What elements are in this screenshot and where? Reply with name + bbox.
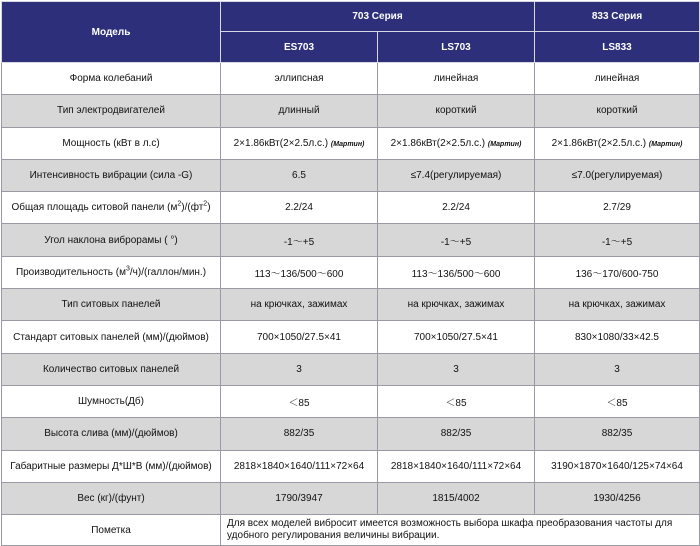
- cell-value: 882/35: [378, 418, 535, 450]
- cell-value: 2818×1840×1640/111×72×64: [221, 450, 378, 482]
- cell-value: ＜85: [535, 385, 700, 417]
- model-es703-header: ES703: [221, 32, 378, 63]
- table-row: [2, 224, 700, 256]
- note-label: Пометка: [2, 515, 221, 546]
- cell-value: 830×1080/33×42.5: [535, 321, 700, 353]
- cell-value: короткий: [378, 95, 535, 127]
- row-label: Общая площадь ситовой панели $(м^2)/(фт^2)$: [2, 192, 221, 224]
- table-row: [2, 256, 700, 288]
- table-row: [2, 127, 700, 159]
- cell-value: 2.7/29: [535, 192, 700, 224]
- cell-value: линейная: [535, 63, 700, 95]
- cell-value: 882/35: [535, 418, 700, 450]
- row-label: Интенсивность вибрации (сила -G): [2, 159, 221, 191]
- note-row: [2, 515, 700, 546]
- cell-value: [221, 127, 378, 159]
- cell-value: 1815/4002: [378, 482, 535, 514]
- row-label: Количество ситовых панелей: [2, 353, 221, 385]
- row-label: Шумность(Дб): [2, 385, 221, 417]
- brand-label: (Мартин): [330, 140, 365, 148]
- row-label: Высота слива (мм)/(дюймов): [2, 418, 221, 450]
- cell-value: 700×1050/27.5×41: [378, 321, 535, 353]
- row-label: Угол наклона виброрамы ( °): [2, 224, 221, 256]
- row-label: Вес (кг)/(фунт): [2, 482, 221, 514]
- cell-value: ≤7.4(регулируемая): [378, 159, 535, 191]
- row-label: Производительность $(м^3/ч)/(галлон/мин.)$: [2, 256, 221, 288]
- row-label: Мощность (кВт в л.с): [2, 127, 221, 159]
- row-label: Габаритные размеры Д*Ш*В (мм)/(дюймов): [2, 450, 221, 482]
- row-label: Стандарт ситовых панелей (мм)/(дюймов): [2, 321, 221, 353]
- series-833-header: 833 Серия: [535, 2, 700, 32]
- cell-value: 1790/3947: [221, 482, 378, 514]
- table-row: [2, 482, 700, 514]
- cell-value: 113～136/500～600: [221, 256, 378, 288]
- cell-value: на крючках, зажимах: [535, 289, 700, 321]
- row-label: Тип электродвигателей: [2, 95, 221, 127]
- model-ls833-header: LS833: [535, 32, 700, 63]
- cell-value: ＜85: [378, 385, 535, 417]
- cell-value: 3190×1870×1640/125×74×64: [535, 450, 700, 482]
- cell-value: короткий: [535, 95, 700, 127]
- cell-value: 3: [221, 353, 378, 385]
- table-row: [2, 353, 700, 385]
- cell-value: длинный: [221, 95, 378, 127]
- cell-value: 700×1050/27.5×41: [221, 321, 378, 353]
- cell-value: 3: [378, 353, 535, 385]
- cell-value: 113～136/500～600: [378, 256, 535, 288]
- cell-value: 6.5: [221, 159, 378, 191]
- cell-value: 2818×1840×1640/111×72×64: [378, 450, 535, 482]
- cell-value: ≤7.0(регулируемая): [535, 159, 700, 191]
- cell-value: 2.2/24: [378, 192, 535, 224]
- cell-value: 1930/4256: [535, 482, 700, 514]
- cell-value: [535, 127, 700, 159]
- cell-value: 136～170/600-750: [535, 256, 700, 288]
- cell-value: 882/35: [221, 418, 378, 450]
- table-row: [2, 159, 700, 191]
- table-row: [2, 289, 700, 321]
- brand-label: (Мартин): [487, 140, 522, 148]
- cell-value: 3: [535, 353, 700, 385]
- cell-value: -1～+5: [535, 224, 700, 256]
- series-703-header: 703 Серия: [221, 2, 535, 32]
- power-value: 2×1.86кВт(2×2.5л.с.): [233, 137, 329, 149]
- table-row: [2, 63, 700, 95]
- cell-value: -1～+5: [221, 224, 378, 256]
- table-row: [2, 95, 700, 127]
- model-header: Модель: [2, 2, 221, 63]
- table-row: [2, 385, 700, 417]
- row-label: Тип ситовых панелей: [2, 289, 221, 321]
- cell-value: на крючках, зажимах: [221, 289, 378, 321]
- power-value: 2×1.86кВт(2×2.5л.с.): [390, 137, 486, 149]
- note-text: Для всех моделей вибросит имеется возможность выбора шкафа преобразования частоты для удобного регулирования величины вибрации.: [221, 515, 700, 546]
- row-label: Форма колебаний: [2, 63, 221, 95]
- cell-value: ＜85: [221, 385, 378, 417]
- spec-table: [1, 1, 700, 546]
- table-row: [2, 418, 700, 450]
- power-value: 2×1.86кВт(2×2.5л.с.): [551, 137, 647, 149]
- cell-value: -1～+5: [378, 224, 535, 256]
- cell-value: эллипсная: [221, 63, 378, 95]
- cell-value: [378, 127, 535, 159]
- cell-value: линейная: [378, 63, 535, 95]
- cell-value: 2.2/24: [221, 192, 378, 224]
- model-ls703-header: LS703: [378, 32, 535, 63]
- table-row: [2, 450, 700, 482]
- brand-label: (Мартин): [648, 140, 683, 148]
- cell-value: на крючках, зажимах: [378, 289, 535, 321]
- table-row: [2, 192, 700, 224]
- table-row: [2, 321, 700, 353]
